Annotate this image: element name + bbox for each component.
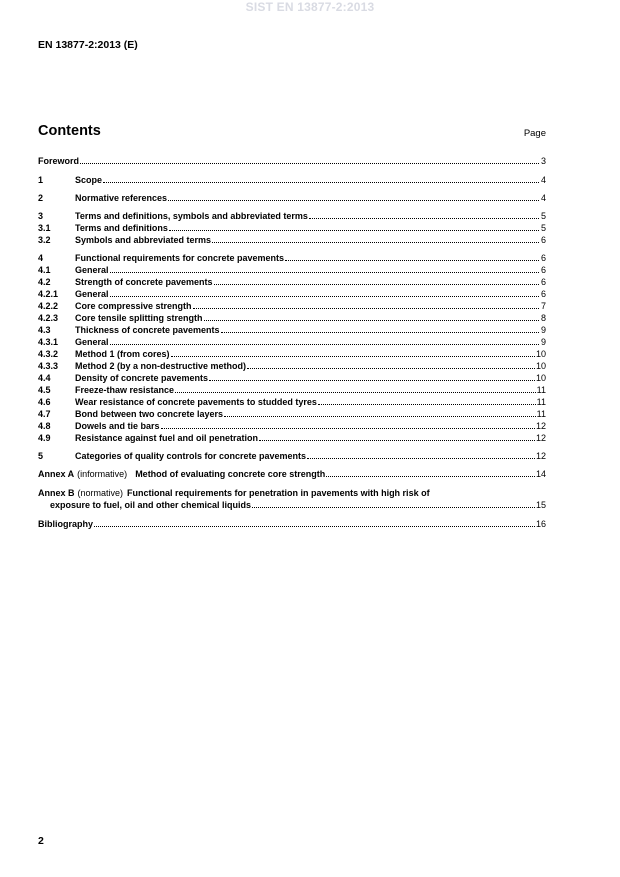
toc-entry-number: 4.3.3: [38, 361, 59, 371]
toc-entry-title: Core compressive strength: [75, 301, 192, 311]
toc-entry-title: Thickness of concrete pavements: [75, 325, 220, 335]
toc-entry-number: 3.2: [38, 235, 51, 245]
toc-entry[interactable]: [38, 312, 546, 324]
annex-type: (normative): [77, 488, 124, 498]
toc-entry-title: Normative references: [75, 193, 168, 203]
toc-entry-title: Scope: [75, 175, 103, 185]
toc-entry-page: 11: [536, 385, 546, 395]
toc-entry-number: 2: [38, 193, 44, 203]
toc-entry-page: 6: [540, 277, 546, 287]
toc-entry[interactable]: [38, 450, 546, 462]
toc-leader: [110, 295, 539, 297]
document-id: EN 13877-2:2013 (E): [38, 39, 138, 51]
toc-entry-number: 4.2.1: [38, 289, 59, 299]
toc-entry-title: Resistance against fuel and oil penetration: [75, 433, 259, 443]
toc-leader: [285, 259, 539, 261]
toc-entry-page: 9: [540, 325, 546, 335]
toc-entry-page: 14: [535, 469, 546, 479]
toc-entry-number: 4: [38, 253, 44, 263]
toc-entry[interactable]: [38, 372, 546, 384]
toc-entry-title: Foreword: [38, 156, 80, 166]
toc-entry-number: 3: [38, 211, 44, 221]
annex-type: (informative): [77, 469, 128, 479]
toc-entry-number: 4.3: [38, 325, 51, 335]
toc-leader: [168, 199, 539, 201]
toc-entry-page: 6: [540, 289, 546, 299]
annex-title-continued: exposure to fuel, oil and other chemical liquids: [50, 500, 252, 510]
toc-leader: [161, 427, 535, 429]
toc-leader: [80, 162, 539, 164]
toc-entry-number: 3.1: [38, 223, 51, 233]
annex-label: Annex B: [38, 488, 75, 498]
toc-leader: [259, 439, 535, 441]
toc-entry[interactable]: [38, 420, 546, 432]
toc-entry-page: 8: [540, 313, 546, 323]
toc-entry-page: 5: [540, 211, 546, 221]
toc-entry-page: 12: [535, 433, 546, 443]
toc-entry-title: Method 1 (from cores): [75, 349, 170, 359]
toc-entry[interactable]: [38, 264, 546, 276]
toc-entry[interactable]: [38, 324, 546, 336]
toc-entry[interactable]: [38, 210, 546, 222]
toc-entry-title: Dowels and tie bars: [75, 421, 160, 431]
toc-entry[interactable]: [38, 408, 546, 420]
toc-entry-page: 6: [540, 235, 546, 245]
toc-leader: [318, 403, 536, 405]
toc-entry-page: 16: [535, 519, 546, 529]
annex-title: Functional requirements for penetration in pavements with high risk of: [127, 488, 430, 498]
toc-entry-title: Bond between two concrete layers: [75, 409, 224, 419]
annex-title: Method of evaluating concrete core strength: [135, 469, 326, 479]
toc-leader: [110, 343, 539, 345]
toc-leader: [204, 319, 539, 321]
toc-entry-page: 15: [535, 500, 546, 510]
toc-entry-page: 11: [536, 409, 546, 419]
toc-entry-number: 4.2.2: [38, 301, 59, 311]
toc-leader: [221, 331, 539, 333]
toc-entry-number: 4.6: [38, 397, 51, 407]
toc-entry-title: General: [75, 265, 109, 275]
toc-entry-page: 11: [536, 397, 546, 407]
toc-entry-page: 4: [540, 175, 546, 185]
toc-entry[interactable]: [38, 192, 546, 204]
toc-leader: [209, 379, 535, 381]
annex-label: Annex A: [38, 469, 75, 479]
toc-entry-title: Method 2 (by a non-destructive method): [75, 361, 247, 371]
toc-entry[interactable]: [38, 432, 546, 444]
toc-entry-title: Categories of quality controls for concrete pavements: [75, 451, 307, 461]
toc-entry[interactable]: [38, 348, 546, 360]
toc-entry[interactable]: [38, 360, 546, 372]
toc-entry-page: 3: [540, 156, 546, 166]
toc-leader: [212, 241, 539, 243]
page-column-label: Page: [523, 128, 546, 139]
toc-entry-number: 4.8: [38, 421, 51, 431]
toc-entry-number: 4.4: [38, 373, 51, 383]
toc-entry-title: Bibliography: [38, 519, 94, 529]
toc-entry-title: Freeze-thaw resistance: [75, 385, 175, 395]
toc-entry-title: Terms and definitions, symbols and abbreviated terms: [75, 211, 308, 221]
toc-leader: [193, 307, 539, 309]
toc-entry-number: 5: [38, 451, 44, 461]
toc-entry-page: 10: [535, 373, 546, 383]
toc-entry-title: Wear resistance of concrete pavements to studded tyres: [75, 397, 317, 407]
toc-entry[interactable]: [38, 300, 546, 312]
toc-annex-b-continued[interactable]: [38, 499, 546, 511]
toc-entry-foreword[interactable]: [38, 155, 546, 167]
toc-entry-number: 4.3.1: [38, 337, 59, 347]
toc-leader: [94, 525, 535, 527]
toc-leader: [214, 283, 539, 285]
toc-leader: [175, 391, 536, 393]
toc-annex-b[interactable]: [38, 487, 546, 499]
toc-entry-number: 4.9: [38, 433, 51, 443]
toc-entry-page: 12: [535, 421, 546, 431]
toc-entry-number: 4.7: [38, 409, 51, 419]
toc-leader: [307, 457, 535, 459]
toc-entry-number: 4.2: [38, 277, 51, 287]
toc-leader: [169, 229, 539, 231]
watermark: SIST EN 13877-2:2013: [245, 0, 375, 14]
toc-entry-title: General: [75, 289, 109, 299]
toc-entry[interactable]: [38, 252, 546, 264]
toc-entry[interactable]: [38, 384, 546, 396]
toc-leader: [103, 181, 539, 183]
toc-leader: [247, 367, 535, 369]
toc-entry-number: 4.3.2: [38, 349, 59, 359]
toc-entry-page: 5: [540, 223, 546, 233]
toc-entry-page: 9: [540, 337, 546, 347]
toc-entry-title: Core tensile splitting strength: [75, 313, 203, 323]
toc-entry-page: 6: [540, 265, 546, 275]
page-title: Contents: [38, 123, 101, 139]
toc-entry[interactable]: [38, 234, 546, 246]
toc-entry[interactable]: [38, 336, 546, 348]
toc-leader: [252, 506, 535, 508]
page-number: 2: [38, 835, 44, 847]
toc-entry-title: Functional requirements for concrete pavements: [75, 253, 285, 263]
toc-entry[interactable]: [38, 174, 546, 186]
toc-entry-number: 4.5: [38, 385, 51, 395]
toc-entry-title: Symbols and abbreviated terms: [75, 235, 212, 245]
toc-entry-page: 4: [540, 193, 546, 203]
toc-entry-page: 10: [535, 349, 546, 359]
toc-leader: [171, 355, 535, 357]
toc-entry[interactable]: [38, 222, 546, 234]
toc-entry-page: 6: [540, 253, 546, 263]
toc-leader: [224, 415, 536, 417]
toc-annex-a[interactable]: [38, 468, 546, 480]
toc-entry-number: 4.2.3: [38, 313, 59, 323]
toc-entry-page: 12: [535, 451, 546, 461]
toc-entry-number: 4.1: [38, 265, 51, 275]
toc-entry-number: 1: [38, 175, 44, 185]
toc-entry[interactable]: [38, 396, 546, 408]
toc-entry-page: 7: [540, 301, 546, 311]
toc-leader: [309, 217, 539, 219]
toc-entry-title: Strength of concrete pavements: [75, 277, 213, 287]
toc-entry-page: 10: [535, 361, 546, 371]
toc-entry[interactable]: [38, 288, 546, 300]
toc-leader: [326, 475, 535, 477]
toc-entry[interactable]: [38, 276, 546, 288]
toc-entry-bibliography[interactable]: [38, 518, 546, 530]
toc-entry-title: Density of concrete pavements: [75, 373, 209, 383]
toc-leader: [110, 271, 539, 273]
toc-entry-title: General: [75, 337, 109, 347]
toc-entry-title: Terms and definitions: [75, 223, 168, 233]
